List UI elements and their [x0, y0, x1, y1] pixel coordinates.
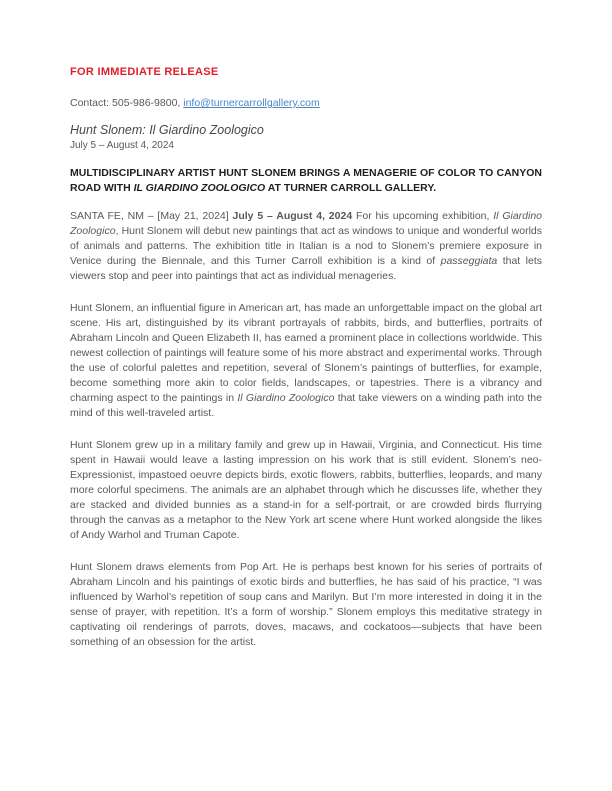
- text-run: passeggiata: [440, 255, 498, 267]
- contact-phone-text: Contact: 505-986-9800,: [70, 97, 184, 109]
- text-run: that lets viewers stop and peer into paintings that act as individual menageries.: [70, 255, 542, 282]
- headline: [70, 166, 542, 195]
- exhibition-dates: July 5 – August 4, 2024: [70, 140, 174, 151]
- body-paragraph-intro: [70, 209, 542, 284]
- text-run: Il Giardino Zoologico: [70, 210, 543, 237]
- release-label: FOR IMMEDIATE RELEASE: [70, 66, 219, 78]
- contact-line: [70, 97, 542, 110]
- body-paragraph-popart: [70, 560, 542, 650]
- text-run: AT TURNER CARROLL GALLERY.: [265, 181, 437, 194]
- text-run: IL GIARDINO ZOOLOGICO: [133, 181, 266, 194]
- text-run: July 5 – August 4, 2024: [232, 210, 353, 222]
- text-run: Hunt Slonem draws elements from Pop Art. He is perhaps best known for his series of portraits of Abraham Lincoln and his paintings of exotic birds and butterflies, he has said of his practice, “I was influenced by Warhol’s repetition of soup cans and Marilyn. But I’m more interested in doing it in the sense of prayer, with repetition. It’s a form of worship.” Slonem employs this meditative strategy in captivating oil renderings of parrots, doves, macaws, and cockatoos—subjects that have been something of an obsession for the artist.: [70, 561, 542, 648]
- text-run: Il Giardino Zoologico: [237, 392, 335, 404]
- exhibition-title: Hunt Slonem: Il Giardino Zoologico: [70, 123, 264, 137]
- text-run: that take viewers on a winding path into the mind of this well-traveled artist.: [70, 392, 542, 419]
- text-run: Hunt Slonem grew up in a military family and grew up in Hawaii, Virginia, and Connecticut. His time spent in Hawaii would leave a lasting impression on his work that is still evident. Slonem’s neo-Expressionist, impastoed oeuvre depicts birds, exotic flowers, rabbits, butterflies, leopards, and many more colorful specimens. The animals are an alphabet through which he discusses life, whether they are stacked and divided bunnies as a stand-in for a self-portrait, or are crowded birds flurrying through the canvas as a metaphor to the New York art scene where Hunt worked alongside the likes of Andy Warhol and Truman Capote.: [70, 439, 542, 541]
- body-paragraph-career: [70, 301, 542, 421]
- text-run: MULTIDISCIPLINARY ARTIST HUNT SLONEM BRINGS A MENAGERIE OF COLOR TO CANYON ROAD WITH: [70, 167, 542, 194]
- body-paragraph-biography: [70, 438, 542, 543]
- email-link[interactable]: info@turnercarrollgallery.com: [183, 97, 320, 109]
- text-run: SANTA FE, NM – [May 21, 2024]: [70, 210, 233, 222]
- text-run: , Hunt Slonem will debut new paintings that act as windows to unique and wonderful worlds of animals and patterns. The exhibition title in Italian is a nod to Slonem’s premiere exposure in Venice during the Biennale, and this Turner Carroll exhibition is a kind of: [70, 225, 542, 267]
- text-run: Hunt Slonem, an influential figure in American art, has made an unforgettable impact on the global art scene. His art, distinguished by its vibrant portrayals of rabbits, birds, and butterflies, portraits of Abraham Lincoln and Queen Elizabeth II, has earned a prominent place in collections worldwide. This newest collection of paintings will feature some of his more abstract and experimental works. Through the use of colorful palettes and repetition, several of Slonem’s paintings of butterflies, for example, become something more akin to color fields, landscapes, or tapestries. There is a vibrancy and charming aspect to the paintings in: [70, 302, 542, 404]
- text-run: For his upcoming exhibition,: [352, 210, 494, 222]
